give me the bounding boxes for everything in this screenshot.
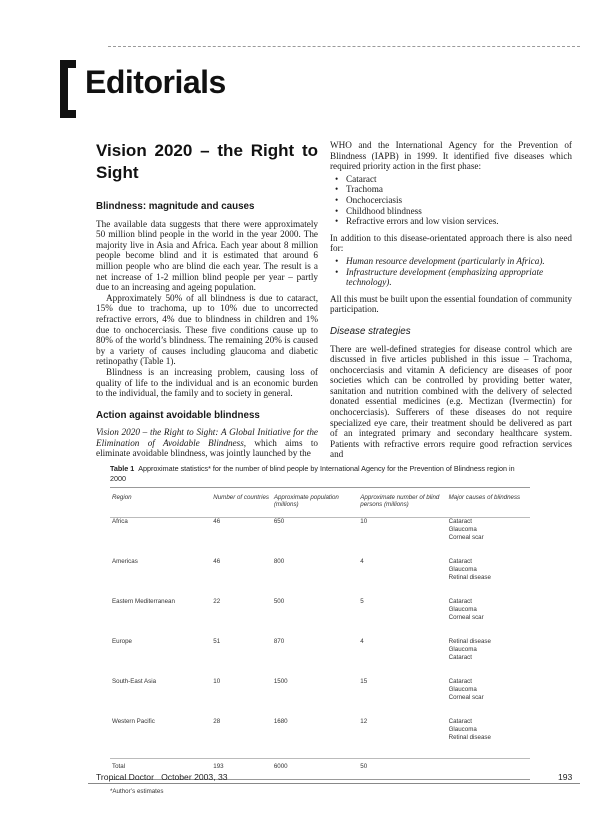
cell-population: 1500 xyxy=(273,677,288,685)
cell-countries: 28 xyxy=(213,717,221,725)
page-number: 193 xyxy=(558,772,573,782)
cause-item: Glaucoma xyxy=(448,725,477,733)
header-causes: Major causes of blindness xyxy=(447,488,530,518)
total-causes xyxy=(447,758,530,779)
cell-region: Americas xyxy=(112,557,138,565)
header-blind: Approximate number of blind persons (millions) xyxy=(358,488,446,518)
cause-item: Glaucoma xyxy=(448,525,477,533)
cell-blind: 5 xyxy=(360,597,364,605)
table-row xyxy=(110,598,530,638)
list-item: • Cataract xyxy=(346,174,572,185)
paragraph-magnitude: The available data suggests that there were approximately 50 million blind people in the world in the year 2000. The majority live in Asia and Africa. Each year about 8 million people become blind and it is estimated that around 6 million people who are blind die each year. The result is a net increase of 1-2 million blind people per year – partly due to an increasing and ageing population. xyxy=(96,218,318,293)
paragraph-causes: Approximately 50% of all blindness is due to cataract, 15% due to trachoma, up to 10% due to uncorrected refractive errors, 4% due to blindness in children and 1% due to onchocerciasis. These five conditions cause up to 80% of the world’s blindness. The remaining 20% is caused by a variety of causes including glaucoma and diabetic retinopathy (Table 1). xyxy=(96,292,318,367)
section-heading: Editorials xyxy=(85,64,226,100)
total-population: 6000 xyxy=(272,758,358,779)
cause-item: Cataract xyxy=(448,517,472,525)
cause-item: Glaucoma xyxy=(448,565,477,573)
issue-date: October 2003, 33 xyxy=(161,772,228,782)
needs-list xyxy=(330,256,572,288)
list-item: • Human resource development (particularly in Africa). xyxy=(346,256,572,267)
footer-rule xyxy=(88,783,580,784)
header-countries: Number of countries xyxy=(211,488,272,518)
paragraph-action-rest: which aims to eliminate avoidable blindness, was jointly launched by the xyxy=(96,437,318,459)
cell-population: 650 xyxy=(273,517,285,525)
cell-causes xyxy=(447,638,530,678)
paragraph-burden: Blindness is an increasing problem, causing loss of quality of life to the individual and is an economic burden to the individual, the family and to society in general. xyxy=(96,366,318,399)
table-caption xyxy=(110,464,530,483)
cell-causes xyxy=(447,598,530,638)
cause-item: Retinal disease xyxy=(448,733,491,741)
cell-region: Western Pacific xyxy=(112,717,155,725)
list-item: • Trachoma xyxy=(346,184,572,195)
cause-item: Glaucoma xyxy=(448,605,477,613)
cause-item: Corneal scar xyxy=(448,533,484,541)
cell-population: 800 xyxy=(273,557,285,565)
cause-item: Cataract xyxy=(448,597,472,605)
total-region: Total xyxy=(110,758,211,779)
heading-strategies: Disease strategies xyxy=(330,325,411,337)
disease-list xyxy=(330,174,572,227)
column-right xyxy=(330,140,572,460)
cell-causes xyxy=(447,517,530,558)
header-population: Approximate population (millions) xyxy=(272,488,358,518)
cause-item: Cataract xyxy=(448,557,472,565)
cell-countries: 46 xyxy=(213,517,221,525)
paragraph-action xyxy=(96,427,318,459)
cell-causes xyxy=(447,718,530,759)
table-row xyxy=(110,638,530,678)
cell-countries: 10 xyxy=(213,677,221,685)
cell-population: 1680 xyxy=(273,717,288,725)
cell-region: South-East Asia xyxy=(112,677,157,685)
header-region: Region xyxy=(110,488,211,518)
cause-item: Retinal disease xyxy=(448,637,491,645)
cell-population: 500 xyxy=(273,597,285,605)
table-1 xyxy=(110,464,530,795)
cell-countries: 51 xyxy=(213,637,221,645)
cause-item: Cataract xyxy=(448,677,472,685)
blindness-table xyxy=(110,487,530,780)
paragraph-needs: In addition to this disease-orientated approach there is also need for: xyxy=(330,232,572,254)
table-body xyxy=(110,517,530,779)
top-rule xyxy=(108,46,580,47)
cell-countries: 46 xyxy=(213,557,221,565)
cell-blind: 12 xyxy=(360,717,368,725)
cell-blind: 4 xyxy=(360,637,364,645)
article-title: Vision 2020 – the Right to Sight xyxy=(96,141,318,182)
footer-journal xyxy=(96,772,228,782)
list-item: • Childhood blindness xyxy=(346,206,572,217)
table-row xyxy=(110,678,530,718)
table-row xyxy=(110,718,530,759)
cell-region: Eastern Mediterranean xyxy=(112,597,175,605)
cause-item: Corneal scar xyxy=(448,613,484,621)
column-left xyxy=(96,140,318,459)
list-item: • Onchocerciasis xyxy=(346,195,572,206)
total-countries: 193 xyxy=(211,758,272,779)
paragraph-who: WHO and the International Agency for the Prevention of Blindness (IAPB) in 1999. It identified five diseases which required priority action in the first phase: xyxy=(330,140,572,172)
cause-item: Retinal disease xyxy=(448,573,491,581)
cell-causes xyxy=(447,678,530,718)
cause-item: Cataract xyxy=(448,717,472,725)
cell-population: 870 xyxy=(273,637,285,645)
list-item: • Infrastructure development (emphasizing appropriate technology). xyxy=(346,267,572,288)
cell-region: Africa xyxy=(112,517,128,525)
total-blind: 50 xyxy=(358,758,446,779)
section-bracket-mark xyxy=(60,60,76,118)
cause-item: Cataract xyxy=(448,653,472,661)
cell-blind: 4 xyxy=(360,557,364,565)
cell-blind: 10 xyxy=(360,517,368,525)
table-row xyxy=(110,517,530,558)
list-item: • Refractive errors and low vision services. xyxy=(346,216,572,227)
table-footnote: *Author’s estimates xyxy=(110,787,164,795)
paragraph-community: All this must be built upon the essential foundation of community participation. xyxy=(330,293,572,315)
table-label: Table 1 xyxy=(110,464,135,473)
table-caption-text: Approximate statistics* for the number of blind people by International Agency for the Prevention of Blindness region in 2000 xyxy=(110,464,515,483)
table-row xyxy=(110,558,530,598)
journal-name: Tropical Doctor xyxy=(96,772,154,782)
cell-region: Europe xyxy=(112,637,132,645)
heading-action: Action against avoidable blindness xyxy=(96,409,260,421)
initiative-name: Vision 2020 – the Right to Sight: A Global Initiative for the Elimination of Avoidable Blindness, xyxy=(96,427,318,448)
heading-magnitude: Blindness: magnitude and causes xyxy=(96,201,255,212)
cell-causes xyxy=(447,558,530,598)
paragraph-strategies: There are well-defined strategies for disease control which are discussed in five articles published in this issue – Trachoma, onchocerciasis and vitamin A deficiency are diseases of poor societies which can be controlled by providing better water, sanitation and nutrition combined with the delivery of selected donated essential medicines (e.g. Mectizan (Ivermectin) for onchocerciasis). Sufferers of these diseases do not require specialized eye care, their treatment should be delivered as part of an integrated primary and secondary healthcare system. Patients with refractive errors require good refraction services and xyxy=(330,343,572,460)
cell-blind: 15 xyxy=(360,677,368,685)
cause-item: Glaucoma xyxy=(448,645,477,653)
cell-countries: 22 xyxy=(213,597,221,605)
table-header-row xyxy=(110,488,530,518)
cause-item: Corneal scar xyxy=(448,693,484,701)
cause-item: Glaucoma xyxy=(448,685,477,693)
